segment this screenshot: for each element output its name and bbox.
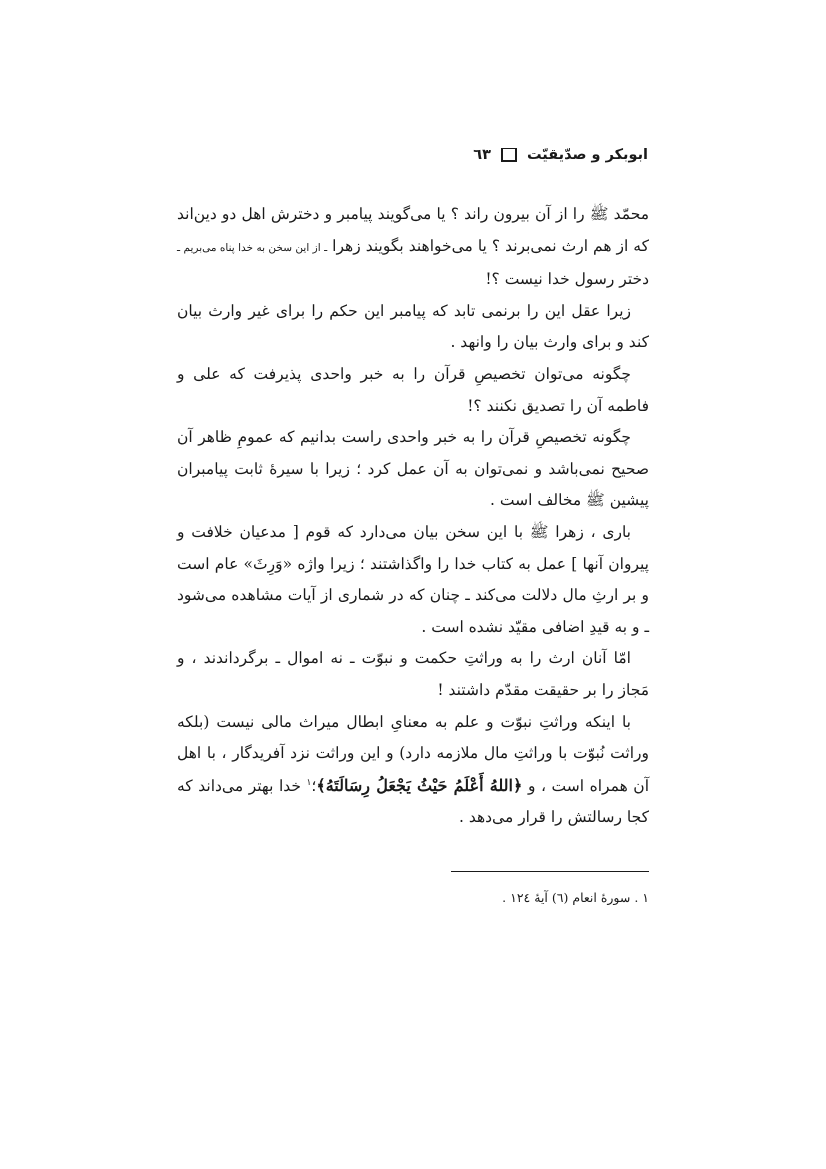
- header-box-icon: [501, 148, 517, 162]
- paragraph-1-part-b: دختر رسول خدا نیست ؟!: [485, 270, 649, 289]
- paragraph-2: زیرا عقل این را برنمی تابد که پیامبر این حکم را برای غیر وارث بیان کند و برای وارث بیان را وانهد .: [177, 301, 649, 352]
- page-number: ٦٣: [473, 147, 491, 163]
- footnote-divider: [451, 871, 649, 872]
- paragraph-7: [177, 707, 649, 834]
- running-header: [473, 147, 648, 163]
- paragraph-7-part-a: با اینکه وراثتِ نبوّت و علم به معنایِ ابطال میراث مالی نیست (بلکه وراثت نُبوّت با وراثتِ مال ملازمه دارد) و این وراثت نزد آفریدگار ، با اهل آن همراه است ، و: [177, 712, 649, 795]
- paragraph-1-part-a: محمّد ﷺ را از آن بیرون راند ؟ یا می‌گویند پیامبر و دخترش اهل دو دین‌اند که از هم ارث نمی‌برند ؟ یا می‌خواهند بگویند زهرا: [177, 205, 649, 255]
- body-text: [177, 199, 649, 834]
- paragraph-4: چگونه تخصیصِ قرآن را به خبر واحدی راست بدانیم که عمومِ ظاهر آن صحیح نمی‌باشد و نمی‌توان به آن عمل کرد ؛ زیرا با سیرهٔ ثابت پیامبران پیشین ﷺ مخالف است .: [177, 428, 649, 510]
- footnote: ١ . سورهٔ انعام (٦) آیهٔ ١٢٤ .: [502, 890, 649, 905]
- paragraph-7-punct: ؛: [311, 776, 317, 795]
- paragraph-5: باری ، زهرا ﷺ با این سخن بیان می‌دارد که قوم [ مدعیان خلافت و پیروان آنها ] عمل به کتاب خدا را واگذاشتند ؛ زیرا واژه «وَرِثَ» عام است و بر ارثِ مال دلالت می‌کند ـ چنان که در شماری از آیات مشاهده می‌شود ـ و به قیدِ اضافی مقیّد نشده است .: [177, 522, 649, 636]
- footnote-reference: ١: [306, 777, 312, 788]
- paragraph-7-part-c: خدا بهتر می‌داند که کجا رسالتش را قرار می‌دهد .: [177, 776, 649, 827]
- paragraph-6: امّا آنان ارث را به وراثتِ حکمت و نبوّت ـ نه اموال ـ برگرداندند ، و مَجاز را بر حقیقت مقدّم داشتند !: [177, 649, 649, 699]
- paragraph-3: چگونه می‌توان تخصیصِ قرآن را به خبر واحدی پذیرفت که علی و فاطمه آن را تصدیق نکنند ؟!: [177, 364, 649, 415]
- quran-verse: ﴿اللهُ أَعْلَمُ حَيْثُ يَجْعَلُ رِسَالَتَهُ﴾: [316, 775, 523, 795]
- paragraph-1-small-aside: ـ از این سخن به خدا پناه می‌بریم ـ: [177, 241, 328, 254]
- header-title: ابوبکر و صدّیقیّت: [526, 147, 648, 163]
- paragraph-1: [177, 199, 649, 296]
